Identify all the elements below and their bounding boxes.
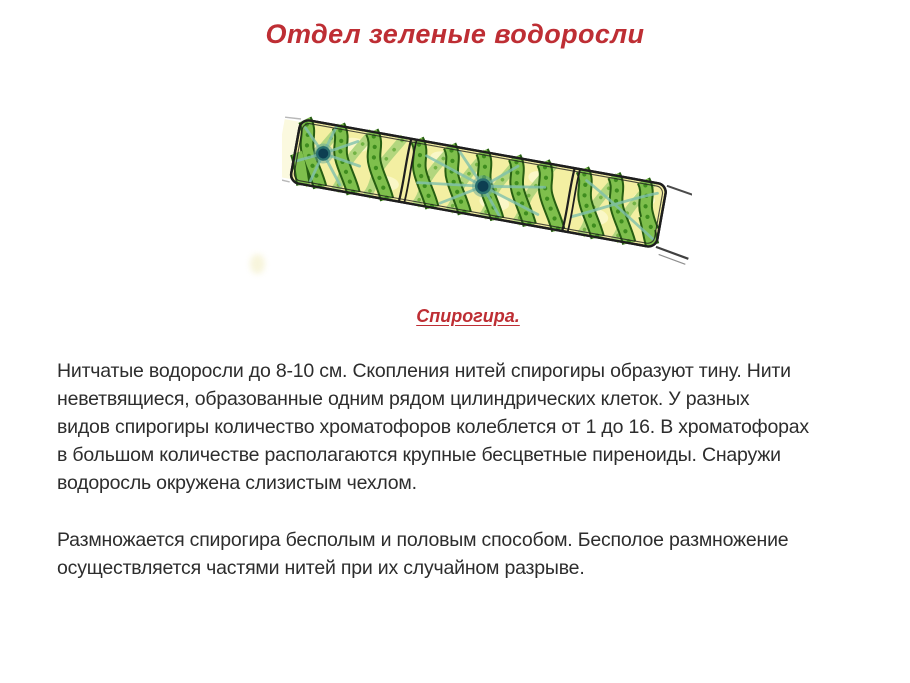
filament (282, 116, 692, 265)
text-line: в большом количестве располагаются крупные бесцветные пиреноиды. Снаружи (57, 444, 781, 466)
spirogyra-illustration (282, 95, 692, 270)
text-line: видов спирогиры количество хроматофоров колеблется от 1 до 16. В хроматофорах (57, 416, 809, 438)
text-line: водоросль окружена слизистым чехлом. (57, 472, 417, 494)
slide-title: Отдел зеленые водоросли (265, 19, 645, 49)
slide-subtitle-text: Спирогира. (416, 306, 520, 326)
text-line: неветвящиеся, образованные одним рядом цилиндрических клеток. У разных (57, 388, 750, 410)
scan-artifact (250, 254, 265, 274)
text-line: осуществляется частями нитей при их случайном разрыве. (57, 557, 585, 579)
paragraph-2 (57, 526, 892, 582)
slide-subtitle (57, 306, 879, 327)
paragraph-1 (57, 357, 892, 497)
text-line: Нитчатые водоросли до 8-10 см. Скопления нитей спирогиры образуют тину. Нити (57, 360, 791, 382)
text-line: Размножается спирогира бесполым и половым способом. Бесполое размножение (57, 529, 789, 551)
body-text (57, 357, 892, 582)
